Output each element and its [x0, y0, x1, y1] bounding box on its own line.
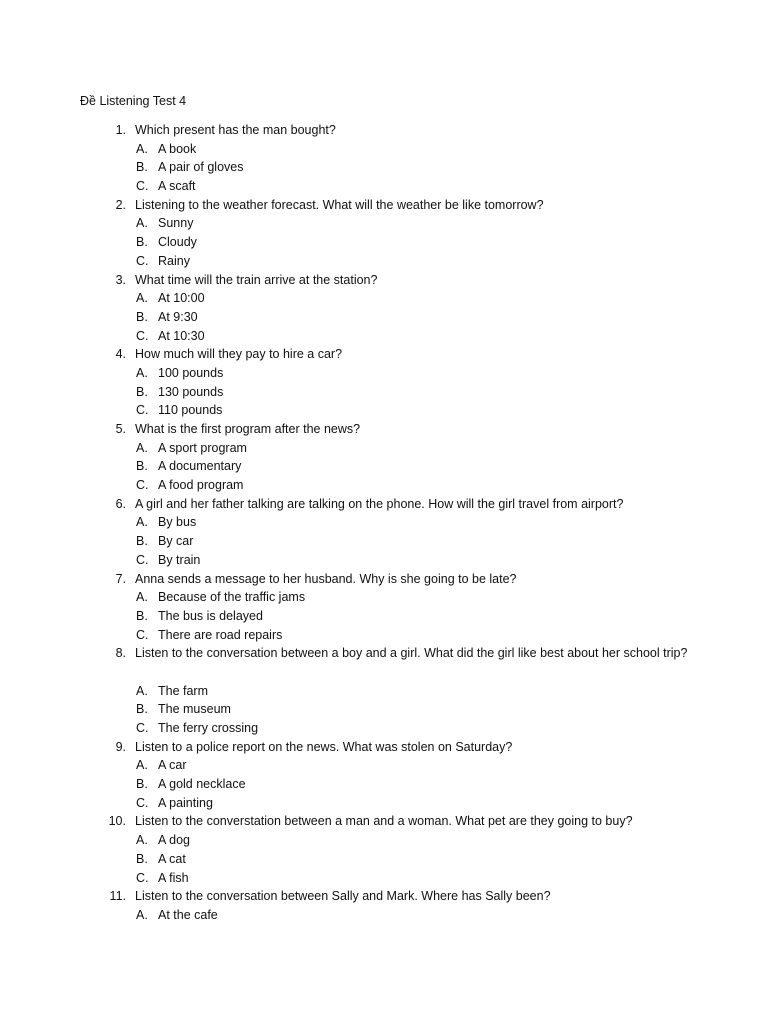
option-text: There are road repairs [158, 627, 283, 642]
option-text: The museum [158, 702, 231, 717]
answer-option [0, 252, 768, 271]
option-letter: B. [136, 777, 148, 792]
question-text: What time will the train arrive at the station? [135, 272, 378, 287]
option-list [0, 831, 768, 887]
option-list [0, 756, 768, 812]
answer-option [0, 682, 768, 701]
question-item [0, 644, 768, 737]
question-text: Anna sends a message to her husband. Why is she going to be late? [135, 571, 517, 586]
answer-option [0, 233, 768, 252]
question-item [0, 738, 768, 813]
option-letter: C. [136, 870, 149, 885]
question-number: 11. [109, 889, 126, 904]
question-number: 10. [108, 814, 126, 829]
question-item [0, 570, 768, 645]
question-number: 1. [115, 123, 126, 137]
option-text: The farm [158, 683, 209, 698]
option-list [0, 682, 768, 738]
answer-option [0, 158, 768, 177]
answer-option [0, 794, 768, 813]
question-line [0, 121, 768, 140]
question-line [0, 420, 768, 439]
option-list [0, 588, 768, 644]
option-letter: A. [136, 907, 148, 922]
question-number: 5. [115, 422, 126, 436]
option-list [0, 364, 768, 420]
answer-option [0, 383, 768, 402]
option-letter: B. [136, 235, 148, 250]
option-letter: A. [136, 590, 148, 605]
answer-option [0, 457, 768, 476]
option-text: At 10:30 [158, 328, 205, 343]
option-list [0, 140, 768, 196]
option-letter: A. [136, 440, 148, 455]
question-text: How much will they pay to hire a car? [135, 347, 343, 362]
question-line [0, 887, 768, 906]
option-letter: B. [136, 608, 148, 623]
option-list [0, 439, 768, 495]
answer-option [0, 140, 768, 159]
option-letter: B. [136, 384, 148, 399]
answer-option [0, 327, 768, 346]
option-text: At 10:00 [158, 291, 205, 306]
question-line [0, 345, 768, 364]
option-text: A car [158, 758, 187, 773]
question-list [0, 121, 768, 925]
option-letter: B. [136, 160, 148, 175]
answer-option [0, 214, 768, 233]
question-item [0, 345, 768, 420]
option-letter: A. [136, 216, 148, 231]
option-letter: A. [136, 833, 148, 848]
option-letter: A. [136, 141, 148, 156]
question-text: Listening to the weather forecast. What will the weather be like tomorrow? [135, 197, 544, 212]
question-item [0, 196, 768, 271]
answer-option [0, 439, 768, 458]
option-list [0, 289, 768, 345]
option-text: A food program [158, 478, 244, 493]
option-text: Because of the traffic jams [158, 590, 306, 605]
answer-option [0, 401, 768, 420]
option-letter: B. [136, 851, 148, 866]
answer-option [0, 513, 768, 532]
question-text: Listen to the conversation between Sally and Mark. Where has Sally been? [135, 889, 551, 904]
option-text: A scaft [158, 179, 196, 194]
question-item [0, 420, 768, 495]
question-text: Listen to the converstation between a man and a woman. What pet are they going to buy? [135, 814, 633, 829]
answer-option [0, 532, 768, 551]
option-letter: C. [136, 478, 149, 493]
question-number: 2. [115, 197, 126, 212]
option-letter: C. [136, 328, 149, 343]
answer-option [0, 607, 768, 626]
answer-option [0, 551, 768, 570]
question-item [0, 812, 768, 887]
option-list [0, 214, 768, 270]
answer-option [0, 775, 768, 794]
option-text: Cloudy [158, 235, 197, 250]
option-text: Rainy [158, 253, 190, 268]
option-letter: C. [136, 253, 149, 268]
option-letter: C. [136, 552, 149, 567]
answer-option [0, 719, 768, 738]
question-number: 4. [115, 347, 126, 362]
option-text: At 9:30 [158, 309, 198, 324]
option-text: At the cafe [158, 907, 218, 922]
option-letter: C. [136, 179, 149, 194]
option-letter: A. [136, 683, 148, 698]
question-number: 8. [115, 646, 126, 661]
answer-option [0, 588, 768, 607]
question-item [0, 121, 768, 196]
option-text: A painting [158, 795, 213, 810]
option-letter: B. [136, 702, 148, 717]
question-text: Listen to a police report on the news. What was stolen on Saturday? [135, 739, 513, 754]
question-line [0, 738, 768, 757]
option-letter: C. [136, 795, 149, 810]
option-text: By car [158, 534, 194, 549]
answer-option [0, 756, 768, 775]
answer-option [0, 906, 768, 925]
answer-option [0, 289, 768, 308]
option-text: A dog [158, 833, 190, 848]
question-item [0, 271, 768, 346]
option-text: A sport program [158, 440, 247, 455]
question-line [0, 812, 768, 831]
option-letter: B. [136, 534, 148, 549]
option-text: A book [158, 141, 197, 156]
option-letter: C. [136, 403, 149, 418]
answer-option [0, 850, 768, 869]
option-text: By train [158, 552, 201, 567]
option-list [0, 513, 768, 569]
answer-option [0, 177, 768, 196]
option-list [0, 906, 768, 925]
option-text: By bus [158, 515, 197, 530]
option-text: Sunny [158, 216, 194, 231]
option-letter: A. [136, 365, 148, 380]
answer-option [0, 700, 768, 719]
answer-option [0, 869, 768, 888]
option-text: 100 pounds [158, 365, 224, 380]
option-letter: C. [136, 627, 149, 642]
question-line [0, 644, 768, 681]
option-letter: A. [136, 515, 148, 530]
option-text: A fish [158, 870, 189, 885]
option-letter: A. [136, 758, 148, 773]
question-line [0, 196, 768, 215]
option-letter: C. [136, 721, 149, 736]
answer-option [0, 831, 768, 850]
question-line [0, 570, 768, 589]
question-line [0, 495, 768, 514]
answer-option [0, 476, 768, 495]
option-letter: B. [136, 309, 148, 324]
question-text: What is the first program after the news? [135, 422, 361, 436]
question-number: 9. [115, 739, 126, 754]
option-text: 110 pounds [158, 403, 223, 418]
question-text: Which present has the man bought? [135, 123, 336, 137]
option-letter: B. [136, 459, 148, 474]
question-number: 3. [115, 272, 126, 287]
answer-option [0, 308, 768, 327]
option-text: A pair of gloves [158, 160, 244, 175]
answer-option [0, 364, 768, 383]
option-text: The ferry crossing [158, 721, 259, 736]
option-text: A gold necklace [158, 777, 246, 792]
option-text: A documentary [158, 459, 242, 474]
question-number: 6. [115, 496, 126, 511]
question-number: 7. [115, 571, 126, 586]
question-text: Listen to the conversation between a boy and a girl. What did the girl like best about her school trip? [135, 646, 688, 661]
question-line [0, 271, 768, 290]
option-letter: A. [136, 291, 148, 306]
question-text: A girl and her father talking are talking on the phone. How will the girl travel from airport? [135, 496, 624, 511]
question-item [0, 495, 768, 570]
document-title: Đề Listening Test 4 [80, 94, 187, 108]
answer-option [0, 626, 768, 645]
option-text: The bus is delayed [158, 608, 263, 623]
option-text: 130 pounds [158, 384, 224, 399]
question-item [0, 887, 768, 924]
option-text: A cat [158, 851, 186, 866]
